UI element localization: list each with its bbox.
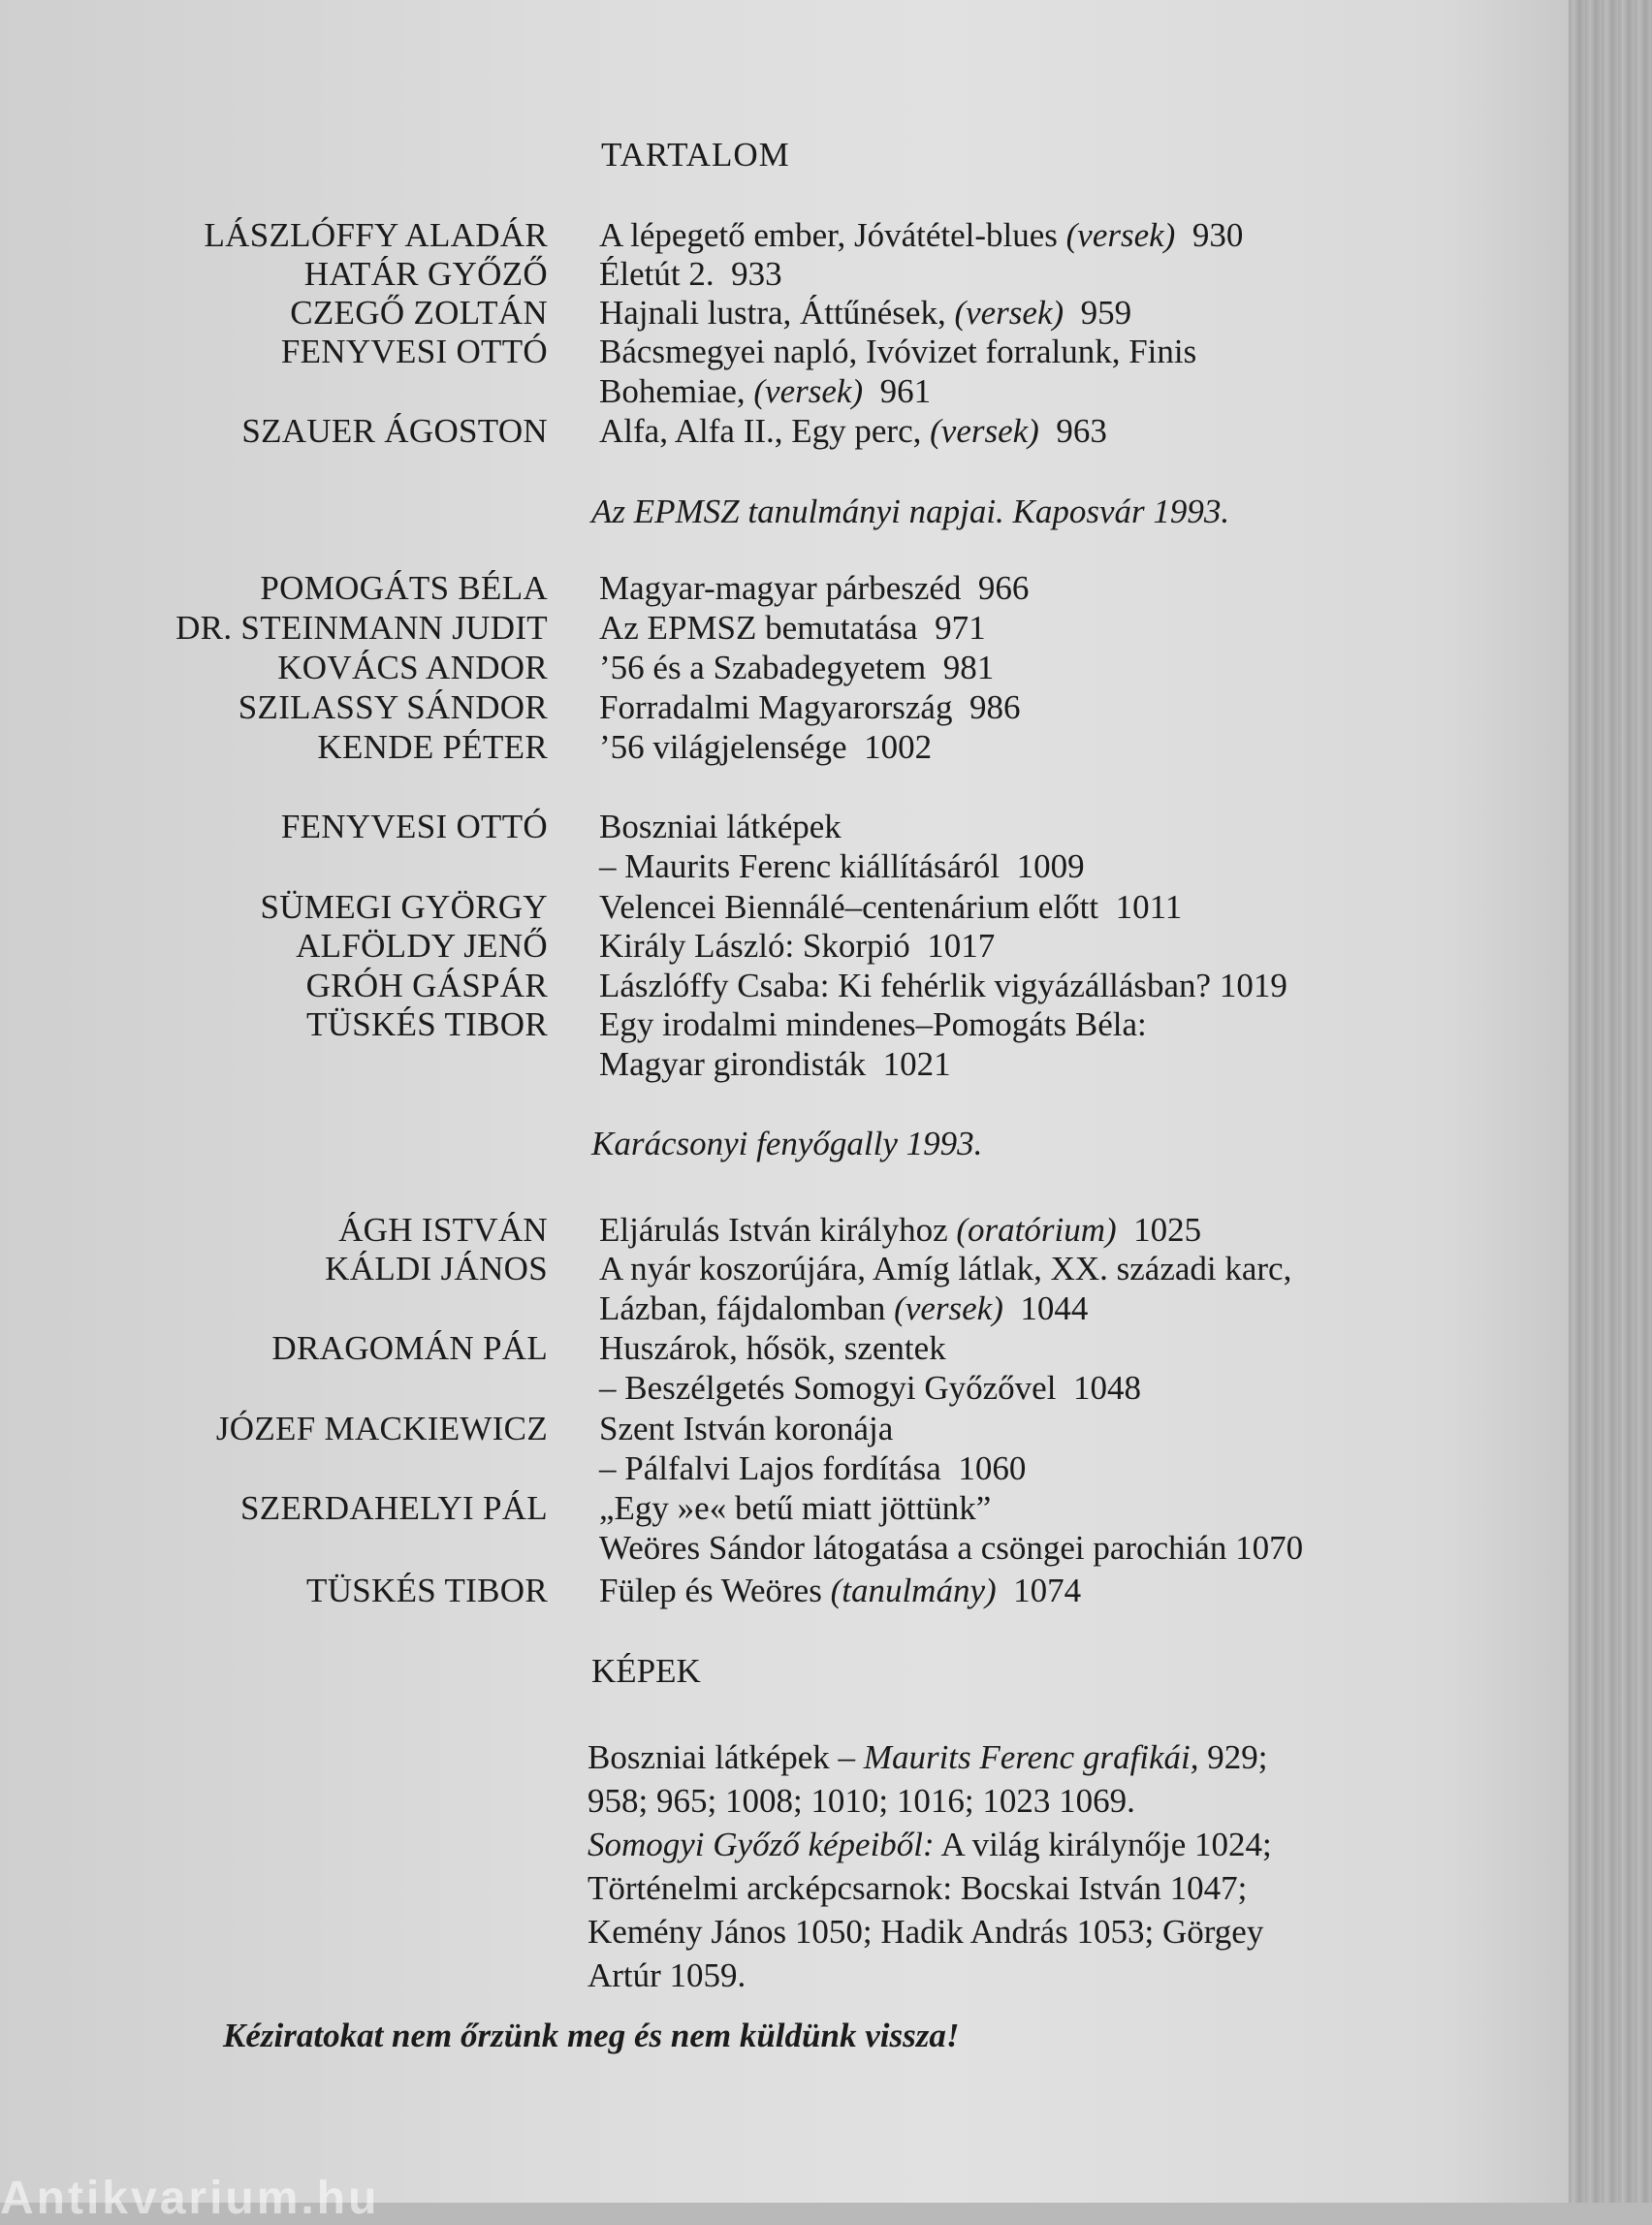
toc-author: KENDE PÉTER	[317, 728, 548, 766]
toc-author: JÓZEF MACKIEWICZ	[215, 1410, 548, 1447]
toc-author: POMOGÁTS BÉLA	[260, 569, 548, 607]
section-heading-epmsz: Az EPMSZ tanulmányi napjai. Kaposvár 1993.	[591, 493, 1230, 530]
kepek-line: 958; 965; 1008; 1010; 1016; 1023 1069.	[588, 1782, 1135, 1820]
page-title: TARTALOM	[601, 136, 790, 174]
toc-title: Bácsmegyei napló, Ivóvizet forralunk, Finis Bohemiae, (versek) 961	[599, 333, 1197, 410]
toc-title: Huszárok, hősök, szentek – Beszélgetés Somogyi Győzővel 1048	[599, 1329, 1141, 1407]
toc-title: Fülep és Weöres (tanulmány) 1074	[599, 1572, 1082, 1609]
toc-title: Király László: Skorpió 1017	[599, 927, 996, 965]
section-heading-kepek: KÉPEK	[591, 1652, 701, 1690]
toc-author: SZILASSY SÁNDOR	[238, 688, 548, 726]
toc-author: TÜSKÉS TIBOR	[306, 1572, 548, 1609]
page-edge	[1569, 0, 1652, 2203]
toc-title: A nyár koszorújára, Amíg látlak, XX. századi karc, Lázban, fájdalomban (versek) 1044	[599, 1250, 1292, 1327]
toc-title: Eljárulás István királyhoz (oratórium) 1025	[599, 1211, 1202, 1249]
toc-title: Hajnali lustra, Áttűnések, (versek) 959	[599, 294, 1132, 332]
toc-author: ÁGH ISTVÁN	[338, 1211, 548, 1249]
toc-title: Velencei Biennálé–centenárium előtt 1011	[599, 888, 1183, 926]
toc-author: HATÁR GYŐZŐ	[303, 255, 548, 293]
toc-author: CZEGŐ ZOLTÁN	[290, 294, 548, 332]
toc-title: ’56 világjelensége 1002	[599, 728, 933, 766]
toc-author: SZERDAHELYI PÁL	[240, 1489, 548, 1527]
toc-title: ’56 és a Szabadegyetem 981	[599, 649, 995, 686]
toc-author: TÜSKÉS TIBOR	[306, 1005, 548, 1043]
kepek-line: Somogyi Győző képeiből: A világ királynője 1024;	[588, 1826, 1272, 1863]
toc-title: Alfa, Alfa II., Egy perc, (versek) 963	[599, 412, 1107, 450]
watermark: Antikvarium.hu	[0, 2173, 380, 2224]
toc-title: „Egy »e« betű miatt jöttünk” Weöres Sándor látogatása a csöngei parochián 1070	[599, 1489, 1304, 1567]
kepek-line: Kemény János 1050; Hadik András 1053; Görgey	[588, 1913, 1264, 1951]
kepek-list	[588, 1735, 1344, 1997]
toc-title: Magyar-magyar párbeszéd 966	[599, 569, 1030, 607]
toc-author: ALFÖLDY JENŐ	[296, 927, 548, 965]
toc-author: KÁLDI JÁNOS	[325, 1250, 548, 1287]
toc-author: DRAGOMÁN PÁL	[271, 1329, 548, 1367]
toc-title: A lépegető ember, Jóvátétel-blues (versek) 930	[599, 216, 1244, 254]
toc-author: FENYVESI OTTÓ	[280, 333, 548, 370]
toc-title: Életút 2. 933	[599, 255, 782, 293]
toc-title: Lászlóffy Csaba: Ki fehérlik vigyázállásban? 1019	[599, 967, 1287, 1004]
kepek-line: Boszniai látképek – Maurits Ferenc grafikái, 929;	[588, 1738, 1268, 1776]
toc-author: SZAUER ÁGOSTON	[241, 412, 548, 450]
toc-author: DR. STEINMANN JUDIT	[175, 609, 548, 647]
kepek-line: Történelmi arcképcsarnok: Bocskai István 1047;	[588, 1869, 1248, 1907]
toc-author: FENYVESI OTTÓ	[280, 808, 548, 845]
toc-title: Boszniai látképek – Maurits Ferenc kiállításáról 1009	[599, 808, 1085, 885]
footer-note: Kéziratokat nem őrzünk meg és nem küldünk vissza!	[223, 2017, 960, 2054]
toc-author: KOVÁCS ANDOR	[277, 649, 548, 686]
toc-title: Az EPMSZ bemutatása 971	[599, 609, 986, 647]
toc-title: Forradalmi Magyarország 986	[599, 688, 1021, 726]
section-heading-karacsony: Karácsonyi fenyőgally 1993.	[591, 1125, 983, 1162]
toc-title: Szent István koronája – Pálfalvi Lajos fordítása 1060	[599, 1410, 1027, 1487]
toc-author: SÜMEGI GYÖRGY	[260, 888, 548, 926]
toc-title: Egy irodalmi mindenes–Pomogáts Béla: Magyar girondisták 1021	[599, 1005, 1147, 1083]
kepek-line: Artúr 1059.	[588, 1956, 747, 1994]
toc-author: LÁSZLÓFFY ALADÁR	[204, 216, 548, 254]
toc-author: GRÓH GÁSPÁR	[305, 967, 548, 1004]
